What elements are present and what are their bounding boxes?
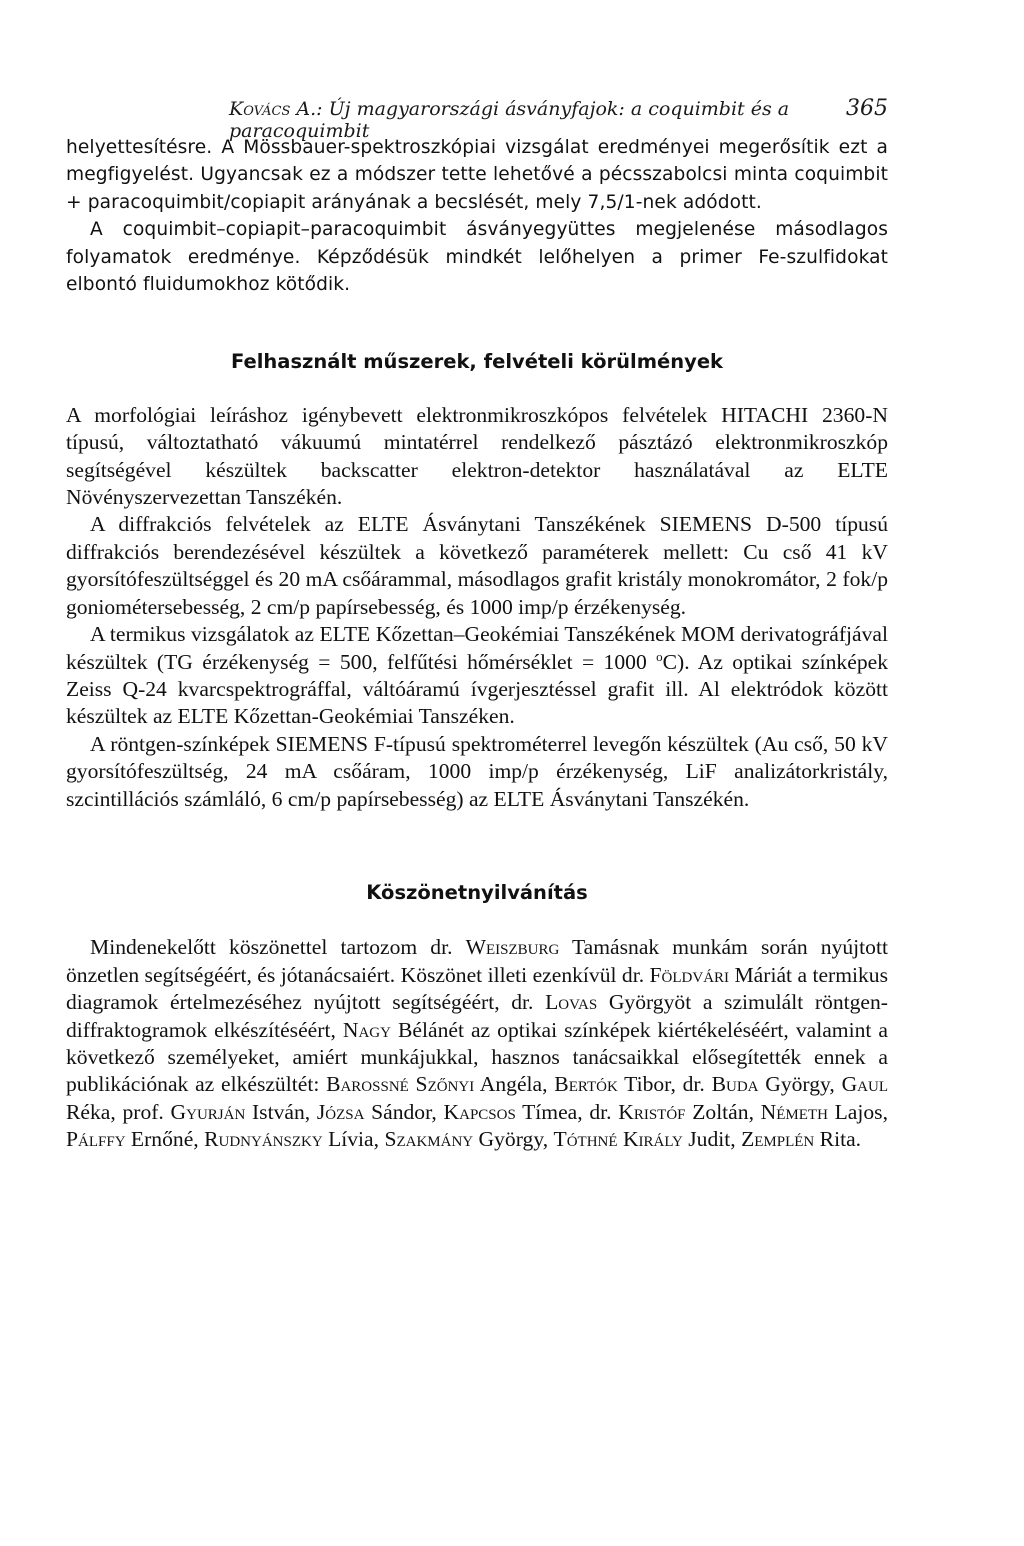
person-surname: Kapcsos — [443, 1099, 516, 1124]
person-surname: Józsa — [316, 1099, 365, 1124]
person-surname: Weiszburg — [465, 935, 560, 960]
ack-text: Angéla, — [474, 1072, 555, 1097]
person-surname: Pálffy — [66, 1127, 126, 1152]
ack-text: György, — [473, 1127, 554, 1152]
person-surname: Gaul — [841, 1072, 888, 1097]
person-surname: Barossné Szőnyi — [326, 1072, 475, 1097]
ack-text: Máriát a termikus diagramok értelmezéséhez nyújtott segítségéért, dr. — [66, 962, 889, 1015]
ack-text: Judit, — [682, 1127, 742, 1152]
instruments-paragraph-thermal — [66, 621, 888, 731]
instruments-paragraph-sem: A morfológiai leíráshoz igénybevett elektronmikroszkópos felvételek HITACHI 2360-N típusú, változtatható vákuumú mintatérrel rendelkező pásztázó elektronmikroszkóp segítségével készültek backscatter elektron-detektor használatával az ELTE Növényszervezettan Tanszékén. — [66, 402, 888, 510]
ack-text: Bélánét az optikai színképek kiértékeléséért, valamint a következő személyeket, amiért munkájukkal, hasznos tanácsaikkal elősegítették ennek a publikációnak az elkészültét: — [66, 1017, 888, 1097]
intro-paragraph-2: A coquimbit–copiapit–paracoquimbit ásványegyüttes megjelenése másodlagos folyamatok eredménye. Képződésük mindkét lelőhelyen a primer Fe-szulfidokat elbontó fluidumokhoz kötődik. — [66, 219, 888, 296]
person-surname: Németh — [760, 1099, 828, 1124]
ack-text: Tamásnak munkám során nyújtott önzetlen segítségéért, és jótanácsaiért. Köszönet illeti ezenkívül dr. — [66, 935, 888, 987]
ack-text: Tímea, dr. — [515, 1099, 619, 1124]
ack-text: Lajos, — [827, 1099, 888, 1124]
thermal-text-after: C). Az optikai színképek Zeiss Q-24 kvarcspektrográffal, váltóáramú ívgerjesztéssel grafit ill. Al elektródok között készültek az ELTE Kőzettan-Geokémiai Tanszéken. — [66, 649, 888, 729]
person-surname: Zemplén — [741, 1127, 815, 1152]
person-surname: Szakmány — [384, 1127, 474, 1152]
thermal-text-before: A termikus vizsgálatok az ELTE Kőzettan–Geokémiai Tanszékének MOM derivatográfjával készültek (TG érzékenység = 500, felfűtési hőmérséklet = 1000 — [66, 622, 888, 674]
instruments-paragraph-xrf: A röntgen-színképek SIEMENS F-típusú spektrométerrel levegőn készültek (Au cső, 50 kV gyorsítófeszültség, 24 mA csőáram, 1000 imp/p érzékenység, LiF analizátorkristály, szcintillációs számláló, 6 cm/p papírsebesség) az ELTE Ásványtani Tanszékén. — [66, 731, 888, 811]
intro-paragraph-1: helyettesítésre. A Mössbauer-spektroszkópiai vizsgálat eredményei megerősítik ezt a megfigyelést. Ugyancsak ez a módszer tette lehetővé a pécsszabolcsi minta coquimbit + paracoquimbit/copiapit arányának a becslését, mely 7,5/1-nek adódott. — [66, 137, 888, 213]
ack-text: Tibor, dr. — [617, 1072, 712, 1097]
header-author: Kovács A. — [229, 98, 317, 120]
ack-text: István, — [245, 1099, 317, 1124]
ack-text: Réka, prof. — [66, 1099, 171, 1124]
ack-text: György, — [758, 1072, 842, 1097]
ack-text: Rita. — [814, 1127, 862, 1152]
section-heading-acknowledgement: Köszönetnyilvánítás — [366, 880, 588, 904]
ack-text: Györgyöt a szimulált röntgen-diffraktogramok elkészítéséért, — [66, 990, 888, 1042]
person-surname: Nagy — [342, 1017, 391, 1042]
degree-symbol: o — [656, 648, 663, 664]
ack-text: Sándor, — [364, 1099, 444, 1124]
page-body — [66, 134, 888, 1154]
instruments-paragraph-xrd: A diffrakciós felvételek az ELTE Ásványtani Tanszékének SIEMENS D-500 típusú diffrakciós berendezésével készültek a következő paraméterek mellett: Cu cső 41 kV gyorsítófeszültséggel és 20 mA csőárammal, másodlagos grafit kristály monokromátor, 2 fok/p goniométersebesség, 2 cm/p papírsebesség, és 1000 imp/p érzékenység. — [66, 512, 888, 619]
person-surname: Kristóf — [618, 1099, 686, 1124]
person-surname: Gyurján — [170, 1099, 246, 1124]
person-surname: Lovas — [545, 990, 598, 1015]
person-surname: Tóthné Király — [553, 1127, 683, 1152]
person-surname: Földvári — [649, 962, 730, 987]
header-title: Új magyarországi ásványfajok: a coquimbit és a paracoquimbit — [229, 98, 790, 142]
ack-text: Lívia, — [322, 1127, 385, 1152]
person-surname: Buda — [711, 1072, 759, 1097]
ack-text: Zoltán, — [685, 1099, 761, 1124]
acknowledgement-paragraph — [66, 934, 888, 1153]
person-surname: Bertók — [554, 1072, 618, 1097]
person-surname: Rudnyánszky — [204, 1127, 323, 1152]
page-number: 365 — [846, 96, 888, 121]
ack-text: Mindenekelőtt köszönettel tartozom dr. — [90, 935, 466, 960]
section-heading-instruments: Felhasznált műszerek, felvételi körülmények — [230, 350, 724, 374]
running-head-text: Kovács A.: Új magyarországi ásványfajok: a coquimbit és a paracoquimbit — [229, 98, 790, 142]
ack-text: Ernőné, — [125, 1127, 205, 1152]
